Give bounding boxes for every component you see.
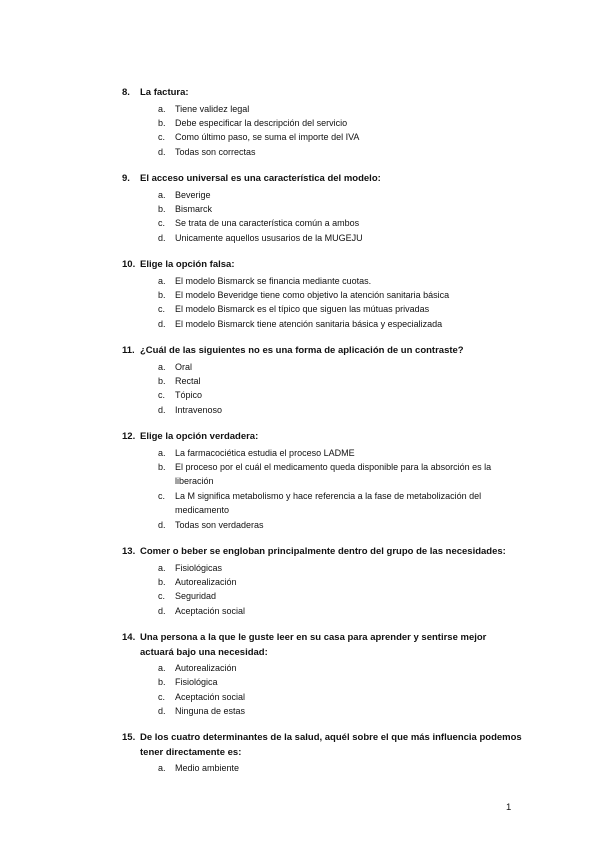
option <box>122 216 522 230</box>
option <box>122 388 522 402</box>
option <box>122 604 522 618</box>
option-text: Aceptación social <box>175 691 246 702</box>
option-text: Medio ambiente <box>175 763 240 773</box>
option <box>122 661 522 675</box>
option-letter: d. <box>158 605 166 616</box>
option-text: La M significa metabolismo y hace referencia a la fase de metabolización del medicamento <box>175 490 482 516</box>
option-letter: a. <box>158 763 166 773</box>
option-letter: c. <box>158 691 166 702</box>
option-text: Fisiológicas <box>175 562 223 573</box>
option-letter: a. <box>158 361 166 372</box>
question-8 <box>122 86 522 159</box>
question-text: Elige la opción verdadera: <box>140 431 259 442</box>
option-text: La farmacociética estudia el proceso LADME <box>175 447 355 458</box>
option-letter: d. <box>158 232 166 243</box>
options-list <box>122 102 522 160</box>
question-number: 13. <box>122 546 136 557</box>
question-number: 10. <box>122 259 136 270</box>
question-11 <box>122 344 522 417</box>
question-15 <box>122 731 522 775</box>
option <box>122 460 522 489</box>
option <box>122 561 522 575</box>
option <box>122 575 522 589</box>
option-letter: b. <box>158 117 166 128</box>
option-letter: a. <box>158 663 166 673</box>
options-list <box>122 561 522 619</box>
options-list <box>122 446 522 532</box>
page-number: 1 <box>506 802 512 813</box>
option-letter: a. <box>158 103 166 114</box>
option-letter: d. <box>158 706 166 717</box>
option <box>122 446 522 460</box>
option <box>122 188 522 202</box>
question-13 <box>122 545 522 618</box>
option <box>122 690 522 704</box>
options-list <box>122 188 522 246</box>
option-letter: c. <box>158 390 166 401</box>
option-text: El modelo Bismarck es el típico que siguen las mútuas privadas <box>175 304 430 315</box>
option-letter: c. <box>158 490 166 501</box>
option-text: Unicamente aquellos ususarios de la MUGEJU <box>175 232 363 243</box>
option-letter: d. <box>158 519 166 530</box>
option <box>122 202 522 216</box>
option-letter: b. <box>158 203 166 214</box>
option-letter: c. <box>158 591 166 602</box>
option-text: Bismarck <box>175 203 213 214</box>
option-text: El modelo Bismarck se financia mediante cuotas. <box>175 275 372 286</box>
option-text: Autorealización <box>175 663 237 673</box>
question-number: 9. <box>122 173 130 184</box>
option-text: Oral <box>175 361 193 372</box>
option-text: Intravenoso <box>175 404 223 415</box>
option-text: Autorealización <box>175 576 237 587</box>
option-letter: c. <box>158 304 166 315</box>
option-text: El modelo Bismarck tiene atención sanitaria básica y especializada <box>175 318 443 329</box>
option-letter: a. <box>158 447 166 458</box>
option <box>122 403 522 417</box>
option <box>122 145 522 159</box>
question-number: 12. <box>122 431 136 442</box>
option-letter: b. <box>158 375 166 386</box>
option-text: El proceso por el cuál el medicamento queda disponible para la absorción es la liberación <box>175 461 492 487</box>
option-letter: d. <box>158 318 166 329</box>
option-text: El modelo Beveridge tiene como objetivo la atención sanitaria básica <box>175 289 450 300</box>
option-text: Debe especificar la descripción del servicio <box>175 117 348 128</box>
question-number: 11. <box>122 345 135 356</box>
question-text: De los cuatro determinantes de la salud, aquél sobre el que más influencia podemos tener directamente es: <box>140 732 522 758</box>
option <box>122 518 522 532</box>
option-letter: d. <box>158 404 166 415</box>
option-letter: a. <box>158 275 166 286</box>
question-9 <box>122 172 522 245</box>
question-text: Comer o beber se engloban principalmente dentro del grupo de las necesidades: <box>140 546 506 557</box>
option <box>122 589 522 603</box>
option <box>122 374 522 388</box>
question-text: Elige la opción falsa: <box>140 259 235 270</box>
option-text: Tópico <box>175 390 203 401</box>
question-text: ¿Cuál de las siguientes no es una forma de aplicación de un contraste? <box>140 345 464 356</box>
option-text: Ninguna de estas <box>175 706 246 717</box>
question-number: 14. <box>122 632 136 643</box>
option-letter: c. <box>158 218 166 229</box>
option <box>122 288 522 302</box>
option-text: Tiene validez legal <box>175 103 250 114</box>
option-letter: b. <box>158 289 166 300</box>
option <box>122 116 522 130</box>
option <box>122 675 522 689</box>
options-list <box>122 761 522 775</box>
option-text: Todas son verdaderas <box>175 519 264 530</box>
option-letter: d. <box>158 146 166 157</box>
option-letter: b. <box>158 677 166 688</box>
option-text: Todas son correctas <box>175 146 256 157</box>
option-letter: b. <box>158 576 166 587</box>
question-text: El acceso universal es una característica del modelo: <box>140 173 381 184</box>
question-number: 15. <box>122 732 136 743</box>
option <box>122 231 522 245</box>
question-12 <box>122 430 522 532</box>
options-list <box>122 661 522 719</box>
option-letter: b. <box>158 461 166 472</box>
question-10 <box>122 258 522 331</box>
option-text: Aceptación social <box>175 605 246 616</box>
option-letter: a. <box>158 189 166 200</box>
option <box>122 360 522 374</box>
option <box>122 317 522 331</box>
question-text: Una persona a la que le guste leer en su casa para aprender y sentirse mejor actuará bajo una necesidad: <box>140 632 487 658</box>
question-text: La factura: <box>140 87 189 98</box>
option <box>122 130 522 144</box>
options-list <box>122 274 522 332</box>
option-letter: a. <box>158 562 166 573</box>
option-text: Como último paso, se suma el importe del IVA <box>175 132 360 143</box>
option <box>122 704 522 718</box>
option <box>122 761 522 775</box>
option-text: Rectal <box>175 375 201 386</box>
options-list <box>122 360 522 418</box>
option <box>122 274 522 288</box>
option-text: Seguridad <box>175 591 217 602</box>
option <box>122 302 522 316</box>
question-14 <box>122 631 522 719</box>
option-text: Fisiológica <box>175 677 218 688</box>
question-number: 8. <box>122 87 130 98</box>
option-text: Se trata de una característica común a ambos <box>175 218 360 229</box>
option <box>122 102 522 116</box>
option-letter: c. <box>158 132 166 143</box>
option-text: Beverige <box>175 189 211 200</box>
option <box>122 489 522 518</box>
